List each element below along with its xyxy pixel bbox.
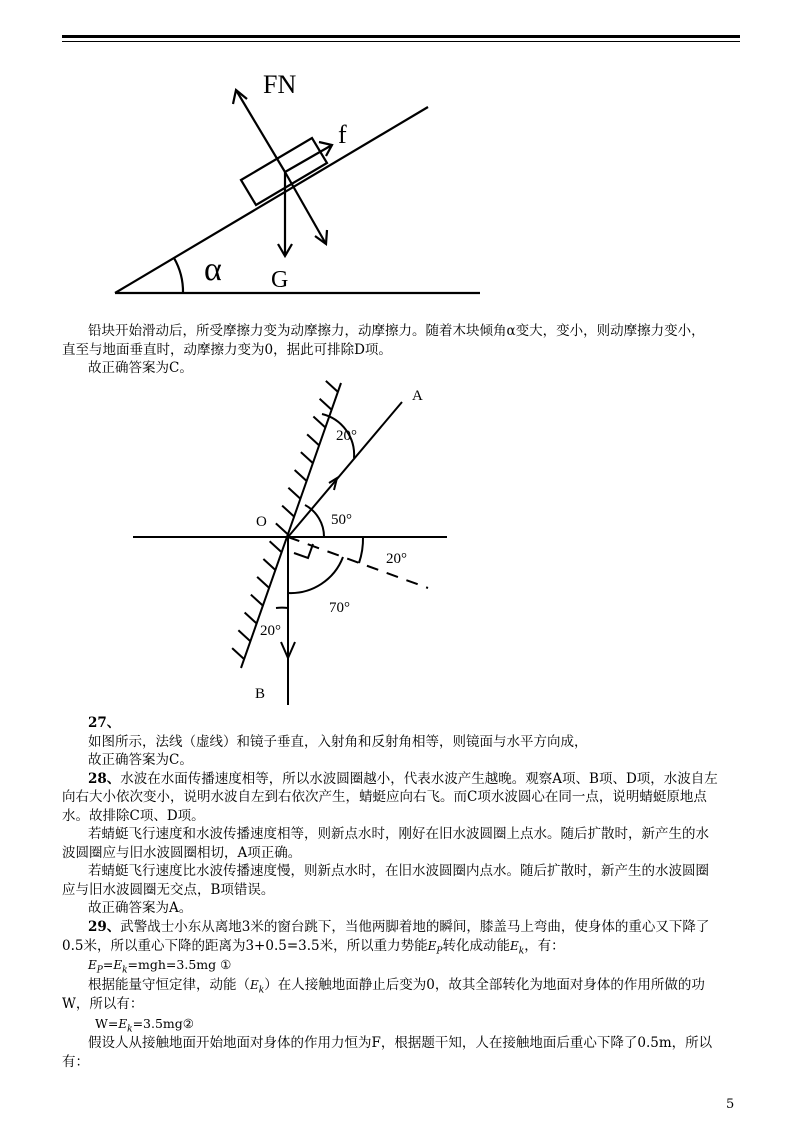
- point-o-label: O: [256, 514, 267, 530]
- q28-line6: 若蜻蜓飞行速度比水波传播速度慢，则新点水时，在旧水波圆圈内点水。随后扩散时，新产生的水波圆圈: [88, 863, 709, 879]
- alpha-label: α: [204, 251, 222, 288]
- q29-text2b: 转化成动能: [442, 938, 510, 954]
- eq1-ep-e: E: [88, 958, 97, 972]
- angle-50: 50°: [331, 512, 352, 528]
- para-friction-line2: 直至与地面垂直时，动摩擦力变为0，据此可排除D项。: [62, 342, 392, 358]
- q28-line2: 向右大小依次变小，说明水波自左到右依次产生，蜻蜓应向右飞。而C项水波圆心在同一点，说明蜻蜓原地点: [62, 789, 707, 805]
- mirror-hatch-tick: [270, 541, 282, 552]
- normal-force-arrow: [236, 90, 285, 172]
- q28-line5: 波圆圈应与旧水波圆圈相切，A项正确。: [62, 845, 302, 861]
- mirror-hatch-tick: [257, 577, 269, 588]
- alpha-arc: [174, 258, 183, 293]
- mirror-hatch-tick: [295, 470, 307, 481]
- mirror-hatch-tick: [313, 417, 325, 428]
- eq1-tail: =mgh=3.5mg ①: [127, 957, 232, 972]
- incline-line: [115, 107, 428, 293]
- mirror-hatch-tick: [320, 399, 332, 410]
- ek2-e: E: [250, 978, 259, 992]
- q28-line4: 若蜻蜓飞行速度和水波传播速度相等，则新点水时，刚好在旧水波圆圈上点水。随后扩散时，新产生的水: [88, 826, 709, 842]
- angle-20-bottom: 20°: [260, 623, 281, 639]
- mirror-hatching: [232, 381, 338, 659]
- reflection-diagram: [133, 381, 447, 705]
- q29-line6: 有：: [62, 1054, 89, 1070]
- ek-e: E: [509, 939, 519, 953]
- mirror-hatch-tick: [245, 612, 257, 623]
- ep-sub: P: [436, 946, 443, 957]
- q27-num: 27、: [88, 715, 121, 731]
- eq1-ep: [88, 958, 103, 976]
- q29-line4: W，所以有：: [62, 996, 144, 1012]
- eq1-ek: [113, 958, 128, 976]
- mirror-hatch-tick: [307, 434, 319, 445]
- q29-text3b: ）在人接触地面静止后变为0，故其全部转化为地面对身体的作用所做的功: [264, 977, 705, 993]
- mirror-hatch-tick: [251, 595, 263, 606]
- mirror-hatch-tick: [288, 488, 300, 499]
- q29-text2c: ，有：: [524, 938, 565, 954]
- ep-e: E: [427, 939, 437, 953]
- arc-50: [305, 505, 324, 537]
- eq2-tail: =3.5mg②: [132, 1016, 194, 1031]
- eq1-ep-sub: P: [96, 965, 103, 976]
- q28-line7: 应与旧水波圆圈无交点，B项错误。: [62, 882, 275, 898]
- ep-symbol: [427, 939, 443, 957]
- q27-answer: 故正确答案为C。: [88, 752, 193, 768]
- eq2-ek-sub: k: [127, 1024, 133, 1035]
- arc-20-right: [359, 537, 363, 563]
- eq2-head: W=: [95, 1016, 119, 1031]
- arc-70: [288, 557, 343, 593]
- q28-line3: 水。故排除C项、D项。: [62, 808, 205, 824]
- para-friction-answer: 故正确答案为C。: [88, 360, 193, 376]
- ek2-sub: k: [258, 985, 265, 996]
- para-friction-line1: 铅块开始滑动后，所受摩擦力变为动摩擦力，动摩擦力。随着木块倾角α变大，变小，则动摩擦力变小，: [88, 323, 705, 339]
- angle-20-top: 20°: [336, 428, 357, 444]
- eq1-ek-e: E: [113, 958, 123, 972]
- q27-number: [88, 714, 120, 732]
- f-label: f: [338, 120, 347, 149]
- q28-num: 28、: [88, 771, 121, 787]
- eq2-ek-e: E: [118, 1017, 128, 1031]
- g-label: G: [271, 267, 289, 293]
- eq1-equals: =: [102, 957, 114, 972]
- angle-20-right: 20°: [386, 551, 407, 567]
- mirror-hatch-tick: [263, 559, 275, 570]
- fn-label: FN: [263, 70, 297, 99]
- q28-text1: 水波在水面传播速度相等，所以水波圆圈越小，代表水波产生越晚。观察A项、B项、D项，水波自左: [120, 771, 718, 787]
- q29-line3: [88, 976, 705, 999]
- mirror-hatch-tick: [238, 630, 250, 641]
- page-number: 5: [726, 1097, 735, 1112]
- eq1-ek-sub: k: [122, 965, 128, 976]
- ek-sub: k: [518, 946, 525, 957]
- mirror-hatch-tick: [282, 506, 294, 517]
- normal-dashed-line: [288, 537, 428, 588]
- slide-direction-arrow: [285, 172, 326, 244]
- q28-line1: [88, 770, 718, 788]
- mirror-hatch-tick: [232, 648, 244, 659]
- q29-text2a: 0.5米，所以重心下降的距离为3+0.5=3.5米，所以重力势能: [62, 938, 428, 954]
- eq2-ek: [118, 1017, 133, 1035]
- angle-70: 70°: [329, 600, 350, 616]
- q29-text3a: 根据能量守恒定律，动能（: [88, 977, 250, 993]
- mirror-hatch-tick: [326, 381, 338, 392]
- q29-num: 29、: [88, 919, 121, 935]
- ek-symbol: [509, 939, 525, 957]
- mirror-hatch-tick: [301, 452, 313, 463]
- ek-symbol-2: [250, 978, 265, 996]
- point-a-label: A: [412, 388, 423, 404]
- point-b-label: B: [255, 686, 266, 702]
- q29-line1: [88, 918, 709, 936]
- q29-line5: 假设人从接触地面开始地面对身体的作用力恒为F，根据题干知，人在接触地面后重心下降了0.5m，所以: [88, 1035, 713, 1051]
- q29-text1: 武警战士小东从离地3米的窗台跳下，当他两脚着地的瞬间，膝盖马上弯曲，使身体的重心又下降了: [120, 919, 710, 935]
- q28-answer: 故正确答案为A。: [88, 900, 193, 916]
- mirror-hatch-tick: [276, 523, 288, 534]
- q27-line1: 如图所示，法线（虚线）和镜子垂直，入射角和反射角相等，则镜面与水平方向成，: [88, 734, 588, 750]
